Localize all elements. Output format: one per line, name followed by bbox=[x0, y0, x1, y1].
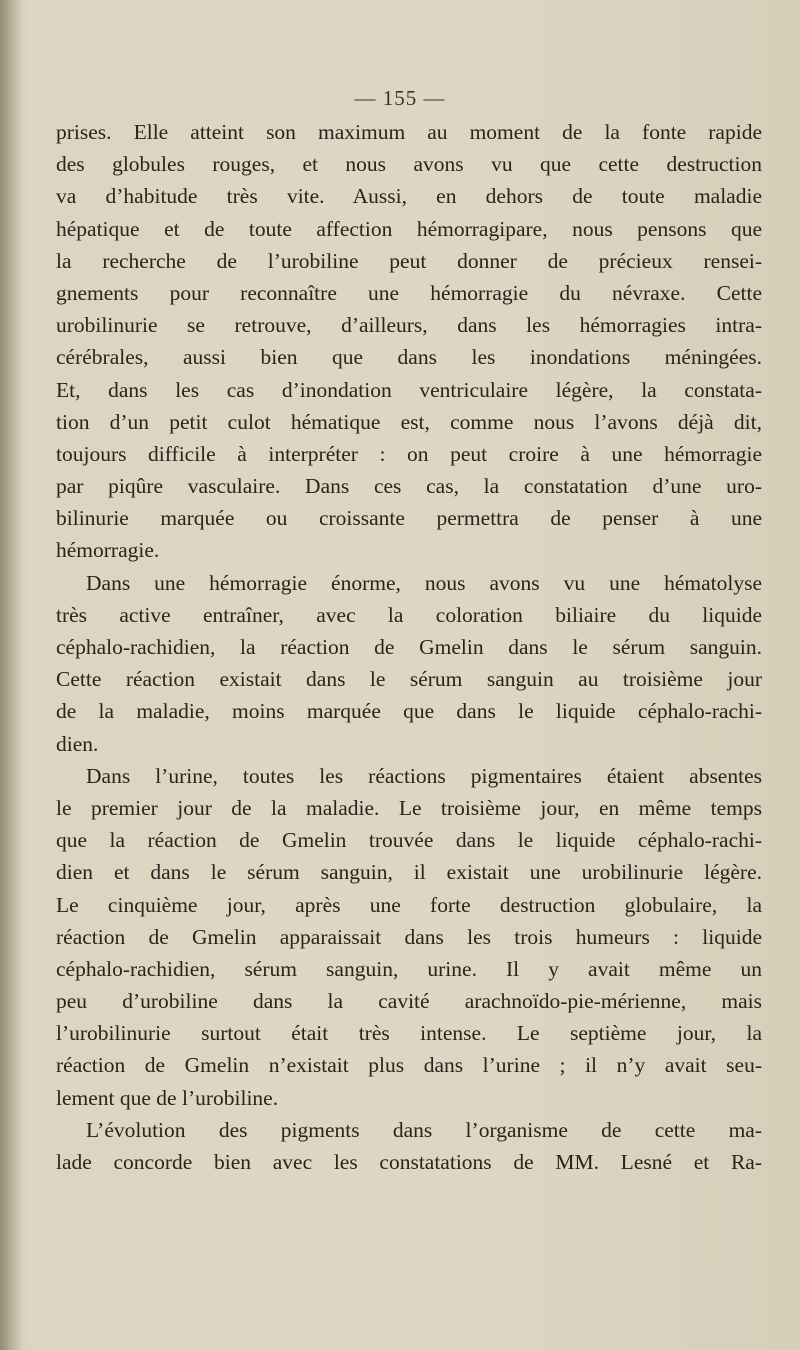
text-line: hépatique et de toute affection hémorragipare, nous pensons que bbox=[56, 216, 762, 241]
text-line: réaction de Gmelin apparaissait dans les trois humeurs : liquide bbox=[56, 924, 762, 949]
text-line: Dans une hémorragie énorme, nous avons vu une hématolyse bbox=[86, 570, 762, 595]
text-line: peu d’urobiline dans la cavité arachnoïdo-pie-mérienne, mais bbox=[56, 989, 762, 1014]
text-line: L’évolution des pigments dans l’organisme de cette ma- bbox=[86, 1117, 762, 1142]
text-line: très active entraîner, avec la coloration biliaire du liquide bbox=[56, 602, 762, 627]
text-line: la recherche de l’urobiline peut donner de précieux rensei- bbox=[56, 248, 762, 273]
text-line: Dans l’urine, toutes les réactions pigmentaires étaient absentes bbox=[86, 763, 762, 788]
text-line: va d’habitude très vite. Aussi, en dehors de toute maladie bbox=[56, 184, 762, 209]
text-line: lement que de l’urobiline. bbox=[56, 1085, 279, 1110]
text-line: que la réaction de Gmelin trouvée dans le liquide céphalo-rachi- bbox=[56, 828, 762, 853]
text-line: Cette réaction existait dans le sérum sanguin au troisième jour bbox=[56, 667, 762, 692]
body-text bbox=[56, 116, 762, 1178]
text-line: cérébrales, aussi bien que dans les inondations méningées. bbox=[56, 345, 762, 370]
text-line: urobilinurie se retrouve, d’ailleurs, dans les hémorragies intra- bbox=[56, 313, 762, 338]
text-line: céphalo-rachidien, la réaction de Gmelin dans le sérum sanguin. bbox=[56, 635, 762, 659]
text-line: gnements pour reconnaître une hémorragie du névraxe. Cette bbox=[56, 280, 762, 305]
text-line: toujours difficile à interpréter : on peut croire à une hémorragie bbox=[56, 441, 762, 466]
text-line: le premier jour de la maladie. Le troisième jour, en même temps bbox=[56, 795, 762, 820]
text-line: des globules rouges, et nous avons vu que cette destruction bbox=[56, 152, 762, 177]
text-line: bilinurie marquée ou croissante permettra de penser à une bbox=[56, 506, 762, 531]
text-line: par piqûre vasculaire. Dans ces cas, la constatation d’une uro- bbox=[56, 474, 762, 499]
text-line: Et, dans les cas d’inondation ventriculaire légère, la constata- bbox=[56, 377, 762, 402]
page-binding-shadow bbox=[0, 0, 22, 1350]
text-line: lade concorde bien avec les constatations de MM. Lesné et Ra- bbox=[56, 1150, 762, 1174]
text-line: céphalo-rachidien, sérum sanguin, urine. Il y avait même un bbox=[56, 956, 762, 981]
text-line: dien. bbox=[56, 731, 99, 756]
text-line: de la maladie, moins marquée que dans le liquide céphalo-rachi- bbox=[56, 699, 762, 724]
text-line: réaction de Gmelin n’existait plus dans l’urine ; il n’y avait seu- bbox=[56, 1053, 762, 1078]
page-number-header: — 155 — bbox=[354, 86, 446, 110]
text-line: prises. Elle atteint son maximum au moment de la fonte rapide bbox=[56, 120, 762, 144]
text-line: hémorragie. bbox=[56, 538, 160, 563]
text-line: dien et dans le sérum sanguin, il existait une urobilinurie légère. bbox=[56, 860, 762, 885]
text-line: l’urobilinurie surtout était très intense. Le septième jour, la bbox=[56, 1021, 762, 1046]
text-line: Le cinquième jour, après une forte destruction globulaire, la bbox=[56, 892, 762, 917]
text-line: tion d’un petit culot hématique est, comme nous l’avons déjà dit, bbox=[56, 409, 762, 434]
